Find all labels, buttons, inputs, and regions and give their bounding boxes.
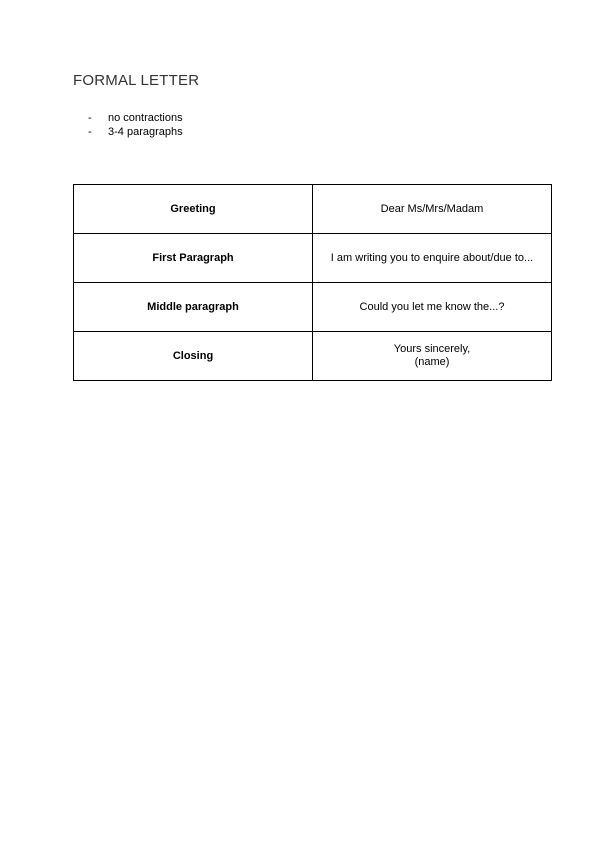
letter-structure-table bbox=[73, 184, 552, 381]
example-line: Yours sincerely, bbox=[393, 343, 471, 355]
guideline-list bbox=[88, 111, 183, 139]
section-label: Closing bbox=[74, 332, 313, 381]
guideline-item bbox=[88, 111, 183, 125]
guideline-text: no contractions bbox=[108, 112, 183, 124]
section-example bbox=[313, 185, 552, 234]
table-row bbox=[74, 332, 552, 381]
section-label: Middle paragraph bbox=[74, 283, 313, 332]
bullet-dash: - bbox=[88, 112, 92, 124]
table-row bbox=[74, 234, 552, 283]
section-label: First Paragraph bbox=[74, 234, 313, 283]
section-example bbox=[313, 234, 552, 283]
section-label: Greeting bbox=[74, 185, 313, 234]
guideline-text: 3-4 paragraphs bbox=[108, 126, 183, 138]
section-example bbox=[313, 332, 552, 381]
example-line: Could you let me know the...? bbox=[359, 300, 505, 313]
example-line: (name) bbox=[414, 356, 450, 368]
guideline-item bbox=[88, 125, 183, 139]
example-line: I am writing you to enquire about/due to... bbox=[330, 251, 534, 264]
bullet-dash: - bbox=[88, 126, 92, 138]
document-title: FORMAL LETTER bbox=[73, 72, 200, 89]
table-row bbox=[74, 283, 552, 332]
example-line: Dear Ms/Mrs/Madam bbox=[380, 202, 484, 215]
table-row bbox=[74, 185, 552, 234]
section-example bbox=[313, 283, 552, 332]
